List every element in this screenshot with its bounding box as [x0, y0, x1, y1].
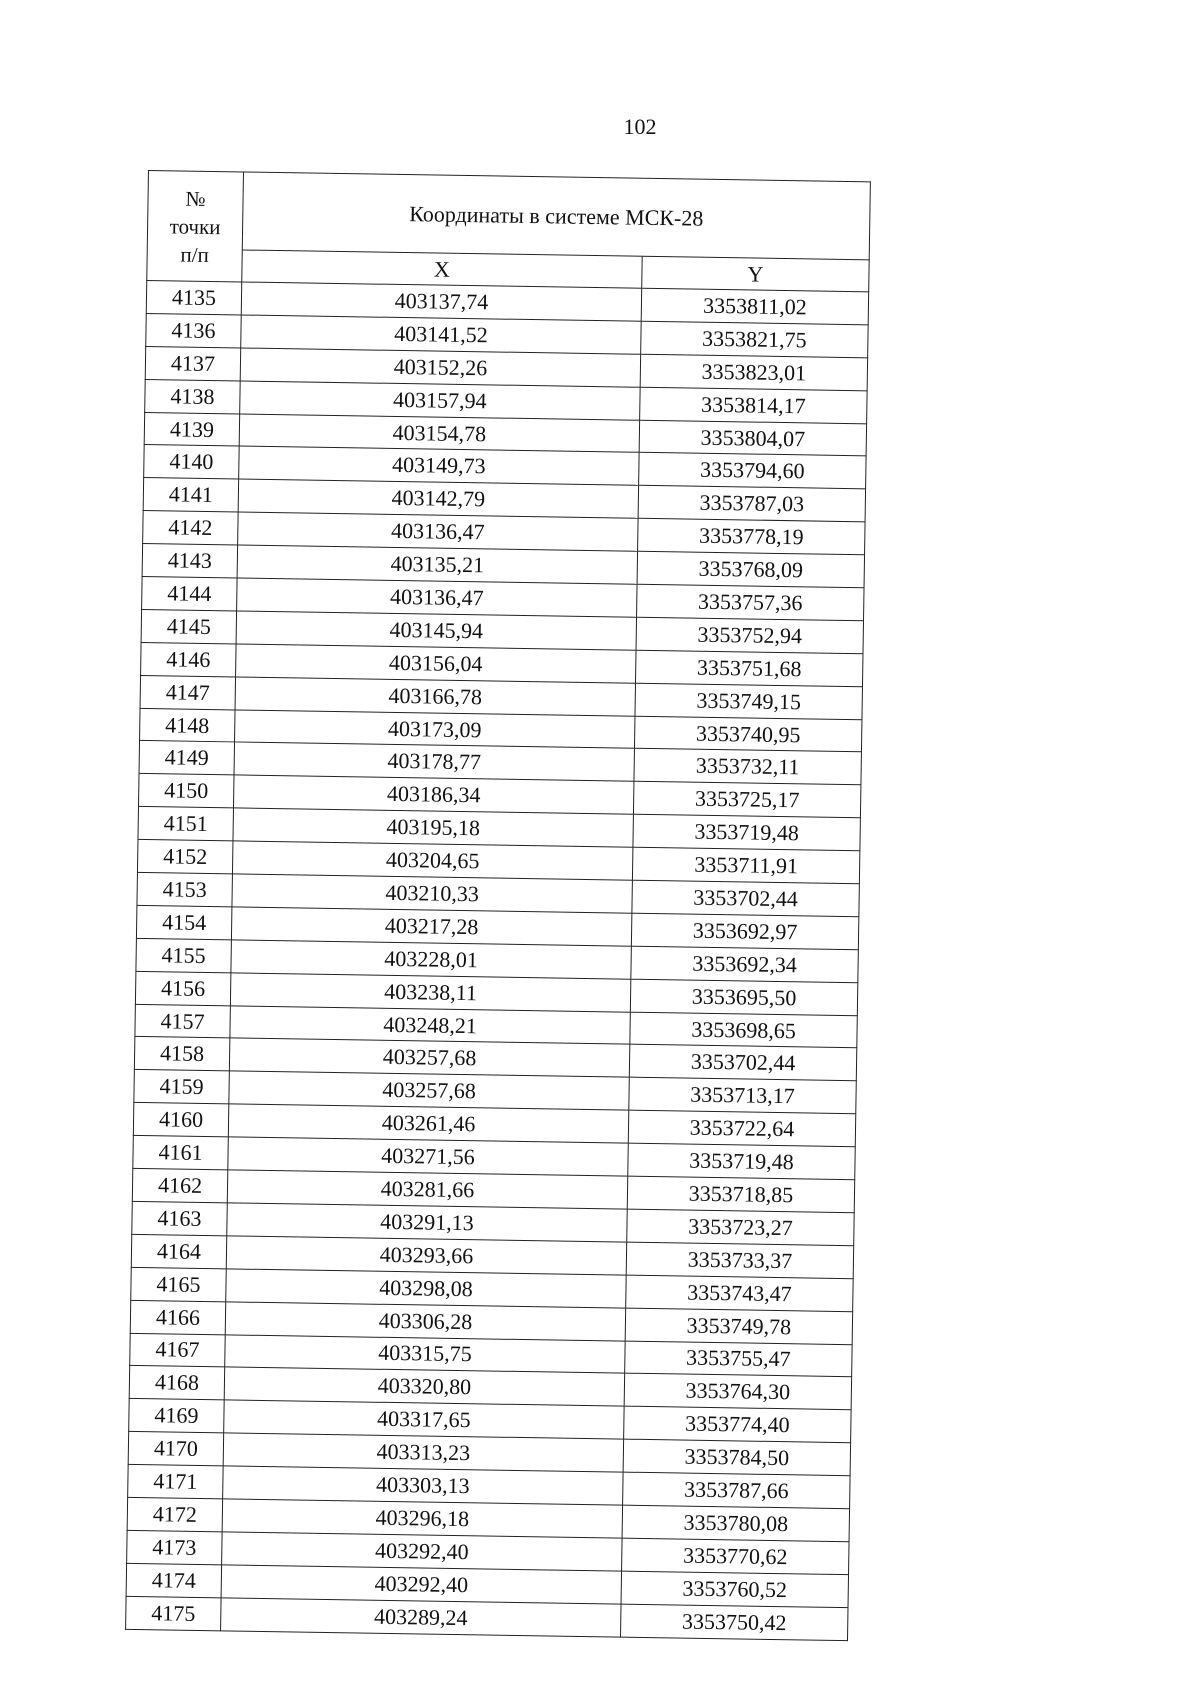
- point-number-header-line-2: точки: [169, 213, 221, 239]
- x-coordinate-cell: 403154,78: [239, 414, 639, 453]
- x-coordinate-cell: 403149,73: [239, 446, 639, 485]
- x-coordinate-cell: 403228,01: [231, 940, 631, 979]
- y-coordinate-cell: 3353740,95: [634, 716, 861, 752]
- point-number-cell: 4148: [140, 708, 236, 742]
- y-coordinate-cell: 3353692,97: [631, 913, 858, 949]
- table-header: [147, 171, 871, 292]
- point-number-cell: 4169: [129, 1399, 225, 1433]
- point-number-cell: 4147: [140, 675, 236, 709]
- y-coordinate-cell: 3353749,78: [625, 1308, 852, 1344]
- x-coordinate-cell: 403136,47: [238, 512, 638, 551]
- y-column-header: Y: [642, 256, 869, 292]
- point-number-cell: 4136: [146, 313, 242, 347]
- y-coordinate-cell: 3353698,65: [630, 1012, 857, 1048]
- point-number-cell: 4167: [130, 1333, 226, 1367]
- y-coordinate-cell: 3353780,08: [622, 1505, 849, 1541]
- point-number-cell: 4145: [141, 609, 237, 643]
- x-coordinate-cell: 403296,18: [222, 1499, 622, 1538]
- point-number-cell: 4143: [142, 544, 238, 578]
- y-coordinate-cell: 3353814,17: [640, 387, 867, 423]
- y-coordinate-cell: 3353751,68: [636, 650, 863, 686]
- point-number-cell: 4159: [134, 1070, 230, 1104]
- x-coordinate-cell: 403292,40: [222, 1532, 622, 1571]
- point-number-cell: 4137: [145, 346, 241, 380]
- point-number-cell: 4170: [128, 1432, 224, 1466]
- point-number-cell: 4163: [132, 1201, 228, 1235]
- point-number-cell: 4149: [139, 741, 235, 775]
- y-coordinate-cell: 3353713,17: [629, 1078, 856, 1114]
- y-coordinate-cell: 3353702,44: [629, 1045, 856, 1081]
- x-coordinate-cell: 403281,66: [227, 1170, 627, 1209]
- point-number-cell: 4152: [137, 840, 233, 874]
- y-coordinate-cell: 3353768,09: [637, 551, 864, 587]
- point-number-cell: 4150: [138, 774, 234, 808]
- point-number-header: [147, 171, 244, 282]
- y-coordinate-cell: 3353692,34: [631, 946, 858, 982]
- x-coordinate-cell: 403173,09: [235, 710, 635, 749]
- point-number-header-line-1: №: [185, 186, 206, 211]
- x-coordinate-cell: 403317,65: [224, 1400, 624, 1439]
- y-coordinate-cell: 3353732,11: [634, 749, 861, 785]
- point-number-cell: 4171: [128, 1464, 224, 1498]
- y-coordinate-cell: 3353821,75: [641, 321, 868, 357]
- point-number-cell: 4161: [133, 1136, 229, 1170]
- x-coordinate-cell: 403261,46: [228, 1104, 628, 1143]
- point-number-cell: 4155: [136, 938, 232, 972]
- point-number-cell: 4154: [136, 905, 232, 939]
- y-coordinate-cell: 3353695,50: [630, 979, 857, 1015]
- point-number-cell: 4164: [131, 1234, 227, 1268]
- point-number-cell: 4144: [142, 576, 238, 610]
- header-row-1: [147, 171, 870, 260]
- x-coordinate-cell: 403135,21: [237, 545, 637, 584]
- x-coordinate-cell: 403186,34: [233, 775, 633, 814]
- x-coordinate-cell: 403298,08: [226, 1269, 626, 1308]
- x-coordinate-cell: 403291,13: [227, 1203, 627, 1242]
- x-coordinate-cell: 403217,28: [231, 907, 631, 946]
- y-coordinate-cell: 3353764,30: [624, 1374, 851, 1410]
- x-coordinate-cell: 403303,13: [223, 1466, 623, 1505]
- y-coordinate-cell: 3353711,91: [632, 847, 859, 883]
- point-number-cell: 4141: [143, 478, 239, 512]
- y-coordinate-cell: 3353733,37: [626, 1242, 853, 1278]
- point-number-cell: 4172: [127, 1497, 223, 1531]
- y-coordinate-cell: 3353770,62: [622, 1538, 849, 1574]
- x-coordinate-cell: 403293,66: [226, 1236, 626, 1275]
- y-coordinate-cell: 3353787,03: [638, 486, 865, 522]
- x-coordinate-cell: 403142,79: [238, 479, 638, 518]
- point-number-cell: 4146: [141, 642, 237, 676]
- y-coordinate-cell: 3353784,50: [623, 1439, 850, 1475]
- x-coordinate-cell: 403166,78: [235, 677, 635, 716]
- y-coordinate-cell: 3353719,48: [633, 814, 860, 850]
- y-coordinate-cell: 3353755,47: [625, 1341, 852, 1377]
- x-coordinate-cell: 403248,21: [230, 1005, 630, 1044]
- x-coordinate-cell: 403145,94: [236, 611, 636, 650]
- point-number-cell: 4160: [133, 1103, 229, 1137]
- page-number: 102: [623, 114, 657, 139]
- x-coordinate-cell: 403320,80: [224, 1367, 624, 1406]
- y-coordinate-cell: 3353794,60: [639, 453, 866, 489]
- point-number-cell: 4139: [144, 412, 240, 446]
- point-number-cell: 4140: [144, 445, 240, 479]
- x-coordinate-cell: 403238,11: [230, 973, 630, 1012]
- point-number-cell: 4135: [146, 280, 242, 314]
- y-coordinate-cell: 3353749,15: [635, 683, 862, 719]
- point-number-cell: 4174: [126, 1563, 222, 1597]
- x-coordinate-cell: 403292,40: [221, 1565, 621, 1604]
- point-number-cell: 4157: [135, 1004, 231, 1038]
- coordinates-table-container: [125, 170, 870, 1641]
- x-coordinate-cell: 403195,18: [233, 808, 633, 847]
- y-coordinate-cell: 3353804,07: [639, 420, 866, 456]
- y-coordinate-cell: 3353719,48: [628, 1143, 855, 1179]
- x-coordinate-cell: 403313,23: [223, 1433, 623, 1472]
- y-coordinate-cell: 3353702,44: [632, 880, 859, 916]
- y-coordinate-cell: 3353750,42: [621, 1604, 848, 1640]
- x-coordinate-cell: 403178,77: [234, 742, 634, 781]
- point-number-cell: 4168: [129, 1366, 225, 1400]
- point-number-cell: 4165: [131, 1267, 227, 1301]
- x-coordinate-cell: 403306,28: [225, 1301, 625, 1340]
- x-coordinate-cell: 403156,04: [236, 644, 636, 683]
- point-number-cell: 4173: [127, 1530, 223, 1564]
- x-coordinate-cell: 403315,75: [225, 1334, 625, 1373]
- x-coordinate-cell: 403271,56: [228, 1137, 628, 1176]
- point-number-cell: 4151: [138, 807, 234, 841]
- point-number-cell: 4142: [143, 511, 239, 545]
- y-coordinate-cell: 3353723,27: [627, 1209, 854, 1245]
- y-coordinate-cell: 3353725,17: [633, 782, 860, 818]
- y-coordinate-cell: 3353757,36: [637, 584, 864, 620]
- point-number-cell: 4175: [126, 1596, 222, 1630]
- x-coordinate-cell: 403157,94: [240, 381, 640, 420]
- y-coordinate-cell: 3353823,01: [640, 354, 867, 390]
- x-column-header: X: [242, 250, 642, 288]
- point-number-cell: 4158: [134, 1037, 230, 1071]
- y-coordinate-cell: 3353774,40: [624, 1406, 851, 1442]
- x-coordinate-cell: 403136,47: [237, 578, 637, 617]
- point-number-cell: 4138: [145, 379, 241, 413]
- y-coordinate-cell: 3353778,19: [638, 518, 865, 554]
- coordinates-system-header: Координаты в системе МСК-28: [242, 172, 870, 260]
- x-coordinate-cell: 403289,24: [221, 1597, 621, 1636]
- point-number-cell: 4156: [135, 971, 231, 1005]
- y-coordinate-cell: 3353760,52: [621, 1571, 848, 1607]
- point-number-header-line-3: п/п: [180, 242, 210, 267]
- y-coordinate-cell: 3353743,47: [626, 1275, 853, 1311]
- x-coordinate-cell: 403257,68: [229, 1038, 629, 1077]
- x-coordinate-cell: 403152,26: [240, 348, 640, 387]
- coordinates-table: [125, 170, 871, 1641]
- y-coordinate-cell: 3353722,64: [628, 1110, 855, 1146]
- y-coordinate-cell: 3353718,85: [627, 1176, 854, 1212]
- x-coordinate-cell: 403210,33: [232, 874, 632, 913]
- x-coordinate-cell: 403204,65: [232, 841, 632, 880]
- point-number-cell: 4166: [130, 1300, 226, 1334]
- x-coordinate-cell: 403137,74: [241, 282, 641, 321]
- point-number-cell: 4153: [137, 872, 233, 906]
- y-coordinate-cell: 3353752,94: [636, 617, 863, 653]
- y-coordinate-cell: 3353811,02: [641, 288, 868, 324]
- table-body: [126, 280, 869, 1640]
- y-coordinate-cell: 3353787,66: [623, 1472, 850, 1508]
- x-coordinate-cell: 403257,68: [229, 1071, 629, 1110]
- point-number-cell: 4162: [132, 1168, 228, 1202]
- x-coordinate-cell: 403141,52: [241, 315, 641, 354]
